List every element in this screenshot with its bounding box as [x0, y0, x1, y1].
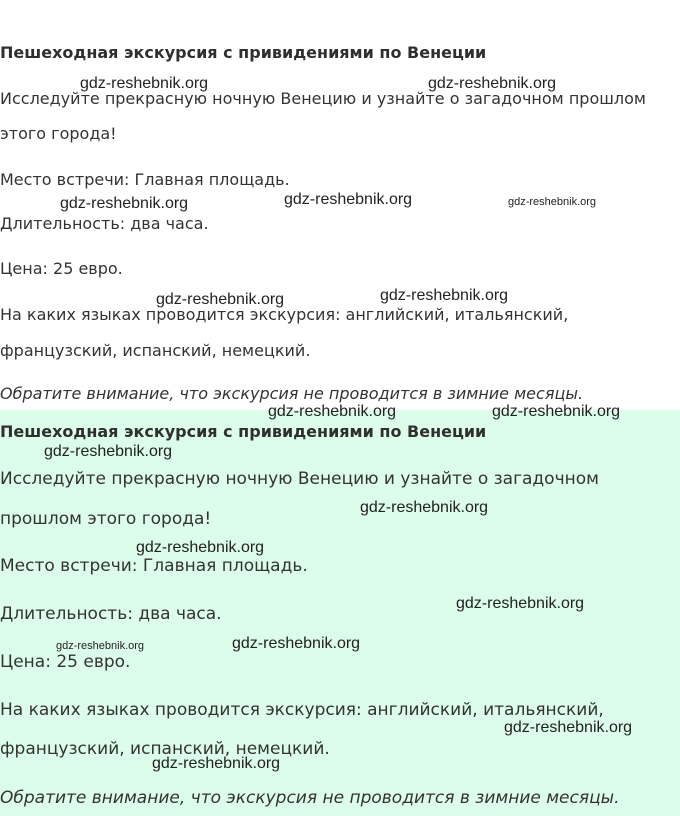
tour-duration: Длительность: два часа.	[0, 214, 209, 233]
watermark: gdz-reshebnik.org	[492, 403, 621, 420]
tour-meeting-point: Место встречи: Главная площадь.	[0, 170, 290, 189]
watermark: gdz-reshebnik.org	[60, 195, 189, 212]
watermark: gdz-reshebnik.org	[284, 191, 413, 208]
tour-meeting-point: Место встречи: Главная площадь.	[0, 556, 308, 576]
watermark: gdz-reshebnik.org	[428, 75, 557, 92]
watermark: gdz-reshebnik.org	[152, 755, 281, 772]
watermark: gdz-reshebnik.org	[360, 499, 489, 516]
watermark: gdz-reshebnik.org	[44, 443, 173, 460]
tour-languages-line-1: На каких языках проводится экскурсия: английский, итальянский,	[0, 700, 604, 720]
tour-title: Пешеходная экскурсия с привидениями по Венеции	[0, 43, 487, 62]
tour-price: Цена: 25 евро.	[0, 652, 131, 672]
tour-languages-line-2: французский, испанский, немецкий.	[0, 341, 311, 360]
tour-languages-line-1: На каких языках проводится экскурсия: английский, итальянский,	[0, 305, 569, 324]
tour-title: Пешеходная экскурсия с привидениями по Венеции	[0, 422, 487, 441]
tour-intro-line-2: прошлом этого города!	[0, 509, 212, 529]
watermark: gdz-reshebnik.org	[156, 291, 285, 308]
tour-languages-line-2: французский, испанский, немецкий.	[0, 739, 330, 759]
tour-intro-line-1: Исследуйте прекрасную ночную Венецию и узнайте о загадочном прошлом	[0, 89, 646, 108]
tour-price: Цена: 25 евро.	[0, 259, 123, 278]
tour-duration: Длительность: два часа.	[0, 604, 222, 624]
watermark: gdz-reshebnik.org	[380, 287, 509, 304]
watermark: gdz-reshebnik.org	[56, 640, 145, 652]
tour-note: Обратите внимание, что экскурсия не проводится в зимние месяцы.	[0, 384, 584, 403]
tour-intro-line-1: Исследуйте прекрасную ночную Венецию и узнайте о загадочном	[0, 469, 599, 489]
watermark: gdz-reshebnik.org	[268, 403, 397, 420]
watermark: gdz-reshebnik.org	[136, 539, 265, 556]
tour-note: Обратите внимание, что экскурсия не проводится в зимние месяцы.	[0, 788, 620, 808]
watermark: gdz-reshebnik.org	[232, 635, 361, 652]
watermark: gdz-reshebnik.org	[508, 196, 597, 208]
watermark: gdz-reshebnik.org	[504, 719, 633, 736]
tour-card-highlighted	[0, 403, 680, 816]
watermark: gdz-reshebnik.org	[456, 595, 585, 612]
watermark: gdz-reshebnik.org	[80, 75, 209, 92]
tour-intro-line-2: этого города!	[0, 124, 117, 143]
